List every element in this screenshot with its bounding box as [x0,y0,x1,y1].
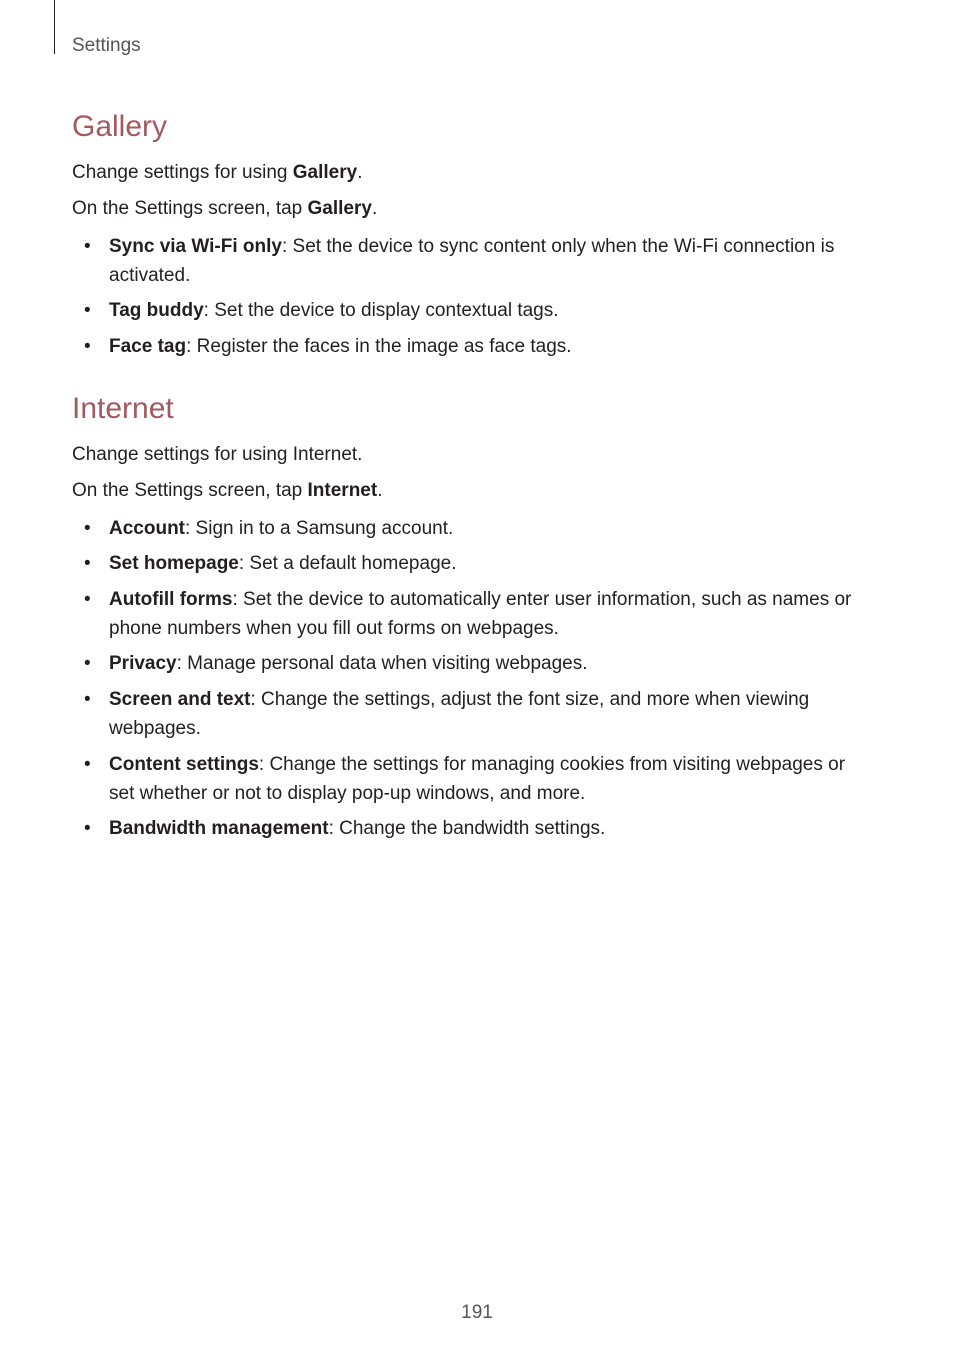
bullet-icon: • [84,589,91,610]
internet-heading: Internet [72,392,174,425]
bullet-icon: • [84,553,91,574]
bullet-icon: • [84,236,91,257]
chapter-label: Settings [72,35,141,56]
bullet-icon: • [84,336,91,357]
bullet-icon: • [84,689,91,710]
header-divider [54,0,55,54]
gallery-intro: Change settings for using Gallery. [72,162,363,183]
page-number: 191 [461,1302,493,1323]
internet-path: On the Settings screen, tap Internet. [72,480,383,501]
bullet-icon: • [84,518,91,539]
gallery-path: On the Settings screen, tap Gallery. [72,198,378,219]
internet-intro: Change settings for using Internet. [72,444,363,465]
bullet-icon: • [84,653,91,674]
bullet-icon: • [84,300,91,321]
gallery-heading: Gallery [72,110,168,143]
bullet-icon: • [84,754,91,775]
bullet-icon: • [84,818,91,839]
